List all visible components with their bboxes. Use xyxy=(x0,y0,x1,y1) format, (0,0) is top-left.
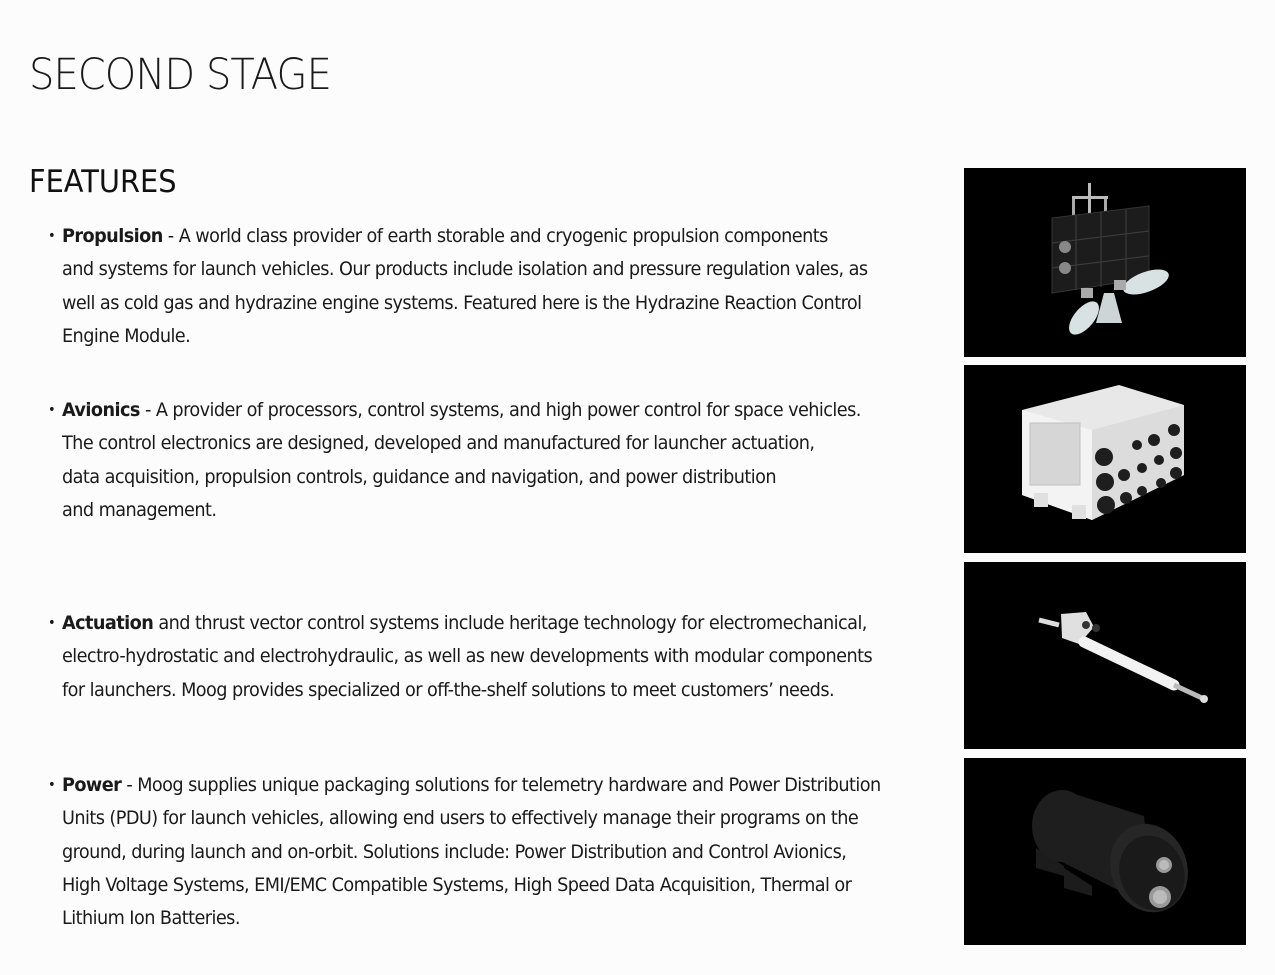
feature-text: electro-hydrostatic and electrohydraulic, as well as new developments with modular components xyxy=(61,645,873,668)
feature-name: Actuation xyxy=(61,612,154,634)
page-title: SECOND STAGE xyxy=(29,50,331,100)
feature-text: ground, during launch and on-orbit. Solutions include: Power Distribution and Control Avionics, xyxy=(61,840,847,863)
feature-text: and thrust vector control systems include heritage technology for electromechanical, xyxy=(153,612,867,634)
feature-actuation xyxy=(48,607,872,707)
battery-illustration xyxy=(964,758,1246,945)
bullet-icon: • xyxy=(48,615,56,631)
feature-text: Units (PDU) for launch vehicles, allowing end users to effectively manage their programs on the xyxy=(61,807,859,830)
feature-avionics xyxy=(48,394,861,527)
feature-text: High Voltage Systems, EMI/EMC Compatible Systems, High Speed Data Acquisition, Thermal or xyxy=(61,873,852,896)
feature-name: Avionics xyxy=(61,399,140,421)
bullet-icon: • xyxy=(48,402,56,418)
bullet-icon: • xyxy=(48,228,56,244)
feature-name: Propulsion xyxy=(61,225,163,247)
feature-text: The control electronics are designed, developed and manufactured for launcher actuation, xyxy=(61,432,815,455)
image-actuator xyxy=(964,562,1246,749)
feature-text: Engine Module. xyxy=(61,324,191,347)
feature-text: for launchers. Moog provides specialized or off-the-shelf solutions to meet customers’ needs. xyxy=(61,678,835,701)
feature-power xyxy=(48,769,881,935)
feature-text: and systems for launch vehicles. Our products include isolation and pressure regulation vales, as xyxy=(61,258,868,281)
avionics-unit-illustration xyxy=(964,365,1246,553)
bullet-icon: • xyxy=(48,777,56,793)
feature-text: data acquisition, propulsion controls, guidance and navigation, and power distribution xyxy=(61,465,777,488)
image-avionics-unit xyxy=(964,365,1246,553)
section-title-features: FEATURES xyxy=(29,164,177,200)
feature-text: - A world class provider of earth storable and cryogenic propulsion components xyxy=(162,225,828,247)
engine-module-illustration xyxy=(964,168,1246,357)
feature-text: - Moog supplies unique packaging solutions for telemetry hardware and Power Distribution xyxy=(121,774,881,796)
image-battery xyxy=(964,758,1246,945)
feature-text: well as cold gas and hydrazine engine systems. Featured here is the Hydrazine Reaction Control xyxy=(61,291,862,314)
actuator-illustration xyxy=(964,562,1246,749)
feature-text: - A provider of processors, control systems, and high power control for space vehicles. xyxy=(139,399,861,421)
feature-propulsion xyxy=(48,220,868,353)
feature-name: Power xyxy=(61,774,122,796)
feature-text: and management. xyxy=(61,498,217,521)
feature-text: Lithium Ion Batteries. xyxy=(61,907,240,930)
image-hydrazine-engine-module xyxy=(964,168,1246,357)
